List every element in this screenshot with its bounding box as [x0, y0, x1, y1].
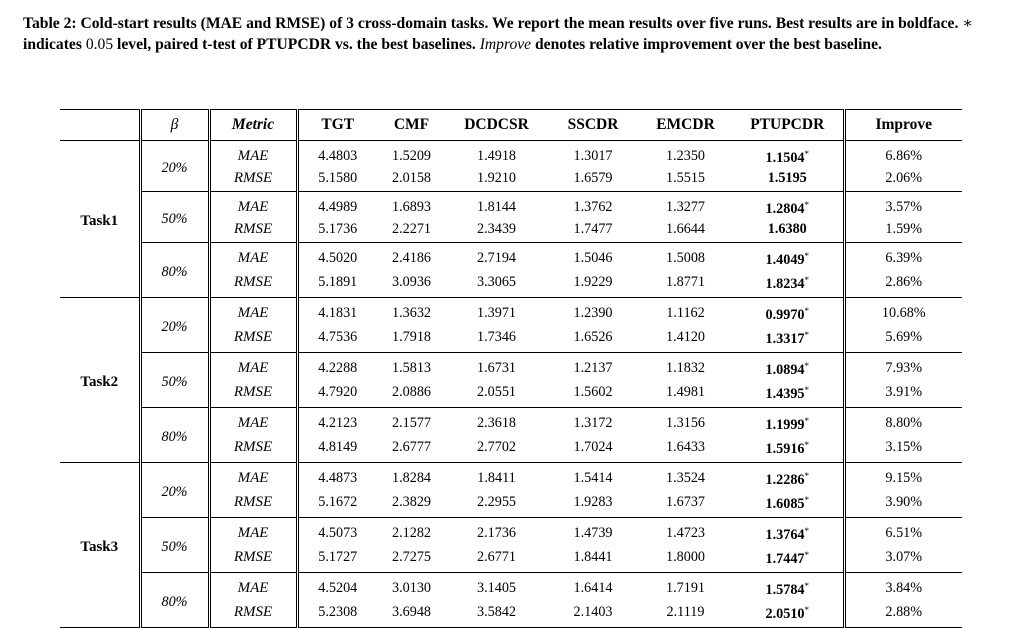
significance-star: * — [804, 581, 809, 591]
significance-star: * — [804, 200, 809, 210]
cell-cmf: 2.1577 — [391, 415, 431, 431]
cell-cmf: 2.7275 — [391, 549, 431, 565]
metric-name: MAE — [209, 353, 297, 381]
cell-dcdcsr: 2.7702 — [476, 439, 516, 455]
best-value — [765, 417, 809, 433]
header-improve: Improve — [875, 116, 933, 133]
cell-sscdr: 1.6414 — [573, 580, 613, 596]
metric-name: RMSE — [209, 219, 297, 243]
ptupcdr-value: 1.4049 — [765, 252, 805, 268]
cell-cmf: 1.8284 — [391, 470, 431, 486]
cell-tgt: 4.2288 — [318, 360, 358, 376]
cell-sscdr: 1.3017 — [573, 148, 613, 164]
cell-dcdcsr: 1.6731 — [476, 360, 516, 376]
cell-emcdr: 1.7191 — [665, 580, 705, 596]
cell-tgt: 4.2123 — [318, 415, 358, 431]
cell-ptupcdr — [732, 435, 844, 463]
cell-emcdr: 1.6433 — [665, 439, 705, 455]
cell-improve: 3.84% — [885, 580, 923, 596]
cell-cmf: 3.0130 — [391, 580, 431, 596]
caption-improve-word: Improve — [479, 36, 532, 53]
ptupcdr-value: 1.2286 — [765, 472, 805, 488]
table-row — [60, 463, 962, 491]
cell-dcdcsr: 1.7346 — [476, 329, 516, 345]
table-row — [60, 353, 962, 381]
cell-ptupcdr — [732, 325, 844, 353]
cell-improve: 6.39% — [885, 250, 923, 266]
cell-sscdr: 1.3762 — [573, 199, 613, 215]
best-value — [765, 551, 809, 567]
cell-ptupcdr — [732, 490, 844, 518]
header-sscdr: SSCDR — [567, 116, 619, 133]
cell-emcdr: 1.2350 — [665, 148, 705, 164]
ptupcdr-value: 1.5916 — [765, 441, 805, 457]
significance-star: * — [804, 605, 809, 615]
metric-name: RMSE — [209, 435, 297, 463]
ptupcdr-value: 1.2804 — [765, 201, 805, 217]
best-value — [765, 362, 809, 378]
significance-star: * — [804, 251, 809, 261]
ptupcdr-value: 1.6380 — [767, 221, 807, 237]
metric-name: MAE — [209, 518, 297, 546]
metric-name: RMSE — [209, 490, 297, 518]
caption-label: Table 2: — [23, 15, 77, 32]
significance-star: * — [804, 416, 809, 426]
cell-dcdcsr: 2.2955 — [476, 494, 516, 510]
cell-emcdr: 1.3524 — [665, 470, 705, 486]
caption-level-value: 0.05 — [85, 36, 114, 53]
task-label: Task3 — [60, 463, 140, 628]
ptupcdr-value: 1.3317 — [765, 331, 805, 347]
metric-name: RMSE — [209, 270, 297, 298]
header-beta: β — [140, 110, 209, 141]
cell-improve: 10.68% — [881, 305, 926, 321]
table-row — [60, 518, 962, 546]
significance-star: * — [804, 149, 809, 159]
significance-star: * — [804, 495, 809, 505]
cell-improve: 7.93% — [885, 360, 923, 376]
ptupcdr-value: 1.3764 — [765, 527, 805, 543]
cell-emcdr: 1.8771 — [665, 274, 705, 290]
significance-star: * — [804, 440, 809, 450]
ptupcdr-value: 1.1504 — [765, 150, 805, 166]
cell-improve: 6.86% — [885, 148, 923, 164]
cell-improve: 3.91% — [885, 384, 923, 400]
cell-dcdcsr: 2.3618 — [476, 415, 516, 431]
cell-ptupcdr — [732, 380, 844, 408]
ptupcdr-value: 1.1999 — [765, 417, 805, 433]
table-row — [60, 408, 962, 436]
header-cmf: CMF — [393, 116, 430, 133]
cell-improve: 2.88% — [885, 604, 923, 620]
cell-tgt: 4.4989 — [318, 199, 358, 215]
significance-star: * — [804, 471, 809, 481]
metric-name: RMSE — [209, 380, 297, 408]
cell-tgt: 4.4873 — [318, 470, 358, 486]
cell-sscdr: 1.2390 — [573, 305, 613, 321]
header-metric: Metric — [209, 110, 297, 141]
cell-tgt: 5.1580 — [318, 170, 358, 186]
cell-dcdcsr: 2.1736 — [476, 525, 516, 541]
beta-value: 50% — [140, 192, 209, 243]
cell-emcdr: 1.4723 — [665, 525, 705, 541]
cell-ptupcdr — [732, 408, 844, 436]
cell-tgt: 4.7920 — [318, 384, 358, 400]
cell-cmf: 2.1282 — [391, 525, 431, 541]
cell-cmf: 3.0936 — [391, 274, 431, 290]
cell-emcdr: 1.4981 — [665, 384, 705, 400]
table-row — [60, 243, 962, 271]
cell-cmf: 1.7918 — [391, 329, 431, 345]
beta-value: 80% — [140, 408, 209, 463]
cell-dcdcsr: 2.0551 — [476, 384, 516, 400]
best-value — [765, 441, 809, 457]
cell-cmf: 2.3829 — [391, 494, 431, 510]
metric-name: RMSE — [209, 545, 297, 573]
metric-name: RMSE — [209, 600, 297, 628]
cell-improve: 2.86% — [885, 274, 923, 290]
cell-emcdr: 1.1832 — [665, 360, 705, 376]
cell-ptupcdr — [732, 573, 844, 601]
cell-sscdr: 1.4739 — [573, 525, 613, 541]
cell-improve: 2.06% — [885, 170, 923, 186]
caption-text-1: Cold-start results (MAE and RMSE) of 3 cross-domain tasks. We report the mean results over five runs. Best results are in boldface. — [80, 15, 959, 32]
header-emcdr: EMCDR — [656, 116, 715, 133]
cell-dcdcsr: 2.3439 — [476, 221, 516, 237]
ptupcdr-value: 1.5784 — [765, 582, 805, 598]
cell-cmf: 2.0886 — [391, 384, 431, 400]
cell-cmf: 1.5813 — [391, 360, 431, 376]
cell-tgt: 4.1831 — [318, 305, 358, 321]
cell-cmf: 2.2271 — [391, 221, 431, 237]
cell-cmf: 3.6948 — [391, 604, 431, 620]
metric-name: MAE — [209, 463, 297, 491]
cell-tgt: 4.5204 — [318, 580, 358, 596]
metric-name: MAE — [209, 141, 297, 169]
cell-emcdr: 1.3277 — [665, 199, 705, 215]
cell-dcdcsr: 3.3065 — [476, 274, 516, 290]
best-value — [765, 276, 809, 292]
best-value — [765, 307, 809, 323]
cell-sscdr: 1.3172 — [573, 415, 613, 431]
table-row — [60, 298, 962, 326]
ptupcdr-value: 1.6085 — [765, 496, 805, 512]
cell-emcdr: 2.1119 — [666, 604, 705, 620]
cell-ptupcdr — [732, 219, 844, 243]
table-caption — [23, 13, 1003, 55]
ptupcdr-value: 2.0510 — [765, 606, 805, 622]
cell-tgt: 4.5073 — [318, 525, 358, 541]
cell-improve: 8.80% — [885, 415, 923, 431]
cell-cmf: 1.5209 — [391, 148, 431, 164]
best-value — [765, 331, 809, 347]
caption-text-4: denotes relative improvement over the best baseline. — [535, 36, 882, 53]
cell-emcdr: 1.5008 — [665, 250, 705, 266]
metric-name: RMSE — [209, 168, 297, 192]
cell-sscdr: 1.7477 — [573, 221, 613, 237]
cell-improve: 6.51% — [885, 525, 923, 541]
cell-improve: 3.07% — [885, 549, 923, 565]
cell-improve: 1.59% — [885, 221, 923, 237]
best-value — [765, 201, 809, 217]
metric-name: MAE — [209, 408, 297, 436]
cell-tgt: 5.1727 — [318, 549, 358, 565]
cell-dcdcsr: 2.7194 — [476, 250, 516, 266]
results-table — [60, 109, 962, 628]
cell-tgt: 4.7536 — [318, 329, 358, 345]
cell-emcdr: 1.4120 — [665, 329, 705, 345]
cell-sscdr: 1.9283 — [573, 494, 613, 510]
ptupcdr-value: 1.4395 — [765, 386, 805, 402]
table-row — [60, 141, 962, 169]
cell-ptupcdr — [732, 141, 844, 169]
cell-sscdr: 1.7024 — [573, 439, 613, 455]
cell-cmf: 1.3632 — [391, 305, 431, 321]
cell-dcdcsr: 3.5842 — [476, 604, 516, 620]
best-value — [765, 582, 809, 598]
significance-star: * — [804, 275, 809, 285]
cell-cmf: 2.6777 — [391, 439, 431, 455]
task-label: Task1 — [60, 141, 140, 298]
cell-emcdr: 1.5515 — [665, 170, 705, 186]
significance-star: * — [804, 550, 809, 560]
caption-star-symbol: ∗ — [962, 15, 973, 32]
header-task — [60, 110, 140, 141]
cell-ptupcdr — [732, 168, 844, 192]
cell-emcdr: 1.3156 — [665, 415, 705, 431]
beta-value: 20% — [140, 141, 209, 192]
best-value — [768, 170, 807, 186]
ptupcdr-value: 0.9970 — [765, 307, 805, 323]
cell-sscdr: 1.6579 — [573, 170, 613, 186]
metric-name: MAE — [209, 573, 297, 601]
ptupcdr-value: 1.5195 — [767, 170, 807, 186]
cell-sscdr: 1.6526 — [573, 329, 613, 345]
cell-sscdr: 2.1403 — [573, 604, 613, 620]
cell-ptupcdr — [732, 463, 844, 491]
best-value — [765, 386, 809, 402]
cell-emcdr: 1.8000 — [665, 549, 705, 565]
cell-dcdcsr: 1.8411 — [477, 470, 516, 486]
cell-sscdr: 1.2137 — [573, 360, 613, 376]
table-body — [60, 141, 962, 628]
table-row — [60, 573, 962, 601]
header-tgt: TGT — [321, 116, 355, 133]
table-row — [60, 192, 962, 220]
cell-sscdr: 1.8441 — [573, 549, 613, 565]
cell-cmf: 2.0158 — [391, 170, 431, 186]
task-label: Task2 — [60, 298, 140, 463]
metric-name: MAE — [209, 192, 297, 220]
cell-emcdr: 1.6737 — [665, 494, 705, 510]
cell-sscdr: 1.9229 — [573, 274, 613, 290]
cell-emcdr: 1.6644 — [665, 221, 705, 237]
cell-emcdr: 1.1162 — [666, 305, 705, 321]
cell-ptupcdr — [732, 243, 844, 271]
best-value — [768, 221, 807, 237]
cell-ptupcdr — [732, 353, 844, 381]
cell-tgt: 5.1891 — [318, 274, 358, 290]
cell-improve: 3.15% — [885, 439, 923, 455]
cell-improve: 3.90% — [885, 494, 923, 510]
cell-improve: 3.57% — [885, 199, 923, 215]
header-row — [60, 110, 962, 141]
ptupcdr-value: 1.8234 — [765, 276, 805, 292]
caption-text-2: indicates — [23, 36, 82, 53]
cell-ptupcdr — [732, 192, 844, 220]
header-ptupcdr: PTUPCDR — [732, 110, 844, 141]
cell-ptupcdr — [732, 545, 844, 573]
ptupcdr-value: 1.7447 — [765, 551, 805, 567]
beta-value: 20% — [140, 298, 209, 353]
cell-ptupcdr — [732, 298, 844, 326]
best-value — [765, 527, 809, 543]
significance-star: * — [804, 385, 809, 395]
cell-sscdr: 1.5602 — [573, 384, 613, 400]
best-value — [765, 472, 809, 488]
cell-tgt: 4.4803 — [318, 148, 358, 164]
cell-dcdcsr: 1.3971 — [476, 305, 516, 321]
cell-ptupcdr — [732, 600, 844, 628]
cell-improve: 5.69% — [885, 329, 923, 345]
cell-sscdr: 1.5414 — [573, 470, 613, 486]
beta-value: 80% — [140, 573, 209, 628]
best-value — [765, 252, 809, 268]
significance-star: * — [804, 330, 809, 340]
beta-value: 50% — [140, 518, 209, 573]
cell-dcdcsr: 1.9210 — [476, 170, 516, 186]
cell-sscdr: 1.5046 — [573, 250, 613, 266]
beta-value: 80% — [140, 243, 209, 298]
metric-name: RMSE — [209, 325, 297, 353]
header-dcdcsr: DCDCSR — [464, 116, 529, 133]
cell-improve: 9.15% — [885, 470, 923, 486]
ptupcdr-value: 1.0894 — [765, 362, 805, 378]
cell-tgt: 5.1672 — [318, 494, 358, 510]
best-value — [765, 496, 809, 512]
cell-dcdcsr: 3.1405 — [476, 580, 516, 596]
cell-cmf: 1.6893 — [391, 199, 431, 215]
significance-star: * — [804, 306, 809, 316]
metric-name: MAE — [209, 243, 297, 271]
beta-value: 50% — [140, 353, 209, 408]
best-value — [765, 606, 809, 622]
cell-tgt: 4.8149 — [318, 439, 358, 455]
cell-dcdcsr: 1.8144 — [476, 199, 516, 215]
significance-star: * — [804, 526, 809, 536]
cell-ptupcdr — [732, 518, 844, 546]
metric-name: MAE — [209, 298, 297, 326]
cell-tgt: 5.1736 — [318, 221, 358, 237]
cell-dcdcsr: 2.6771 — [476, 549, 516, 565]
cell-ptupcdr — [732, 270, 844, 298]
beta-value: 20% — [140, 463, 209, 518]
caption-text-3: level, paired t-test of PTUPCDR vs. the best baselines. — [117, 36, 476, 53]
cell-dcdcsr: 1.4918 — [476, 148, 516, 164]
best-value — [765, 150, 809, 166]
cell-cmf: 2.4186 — [391, 250, 431, 266]
cell-tgt: 5.2308 — [318, 604, 358, 620]
significance-star: * — [804, 361, 809, 371]
cell-tgt: 4.5020 — [318, 250, 358, 266]
